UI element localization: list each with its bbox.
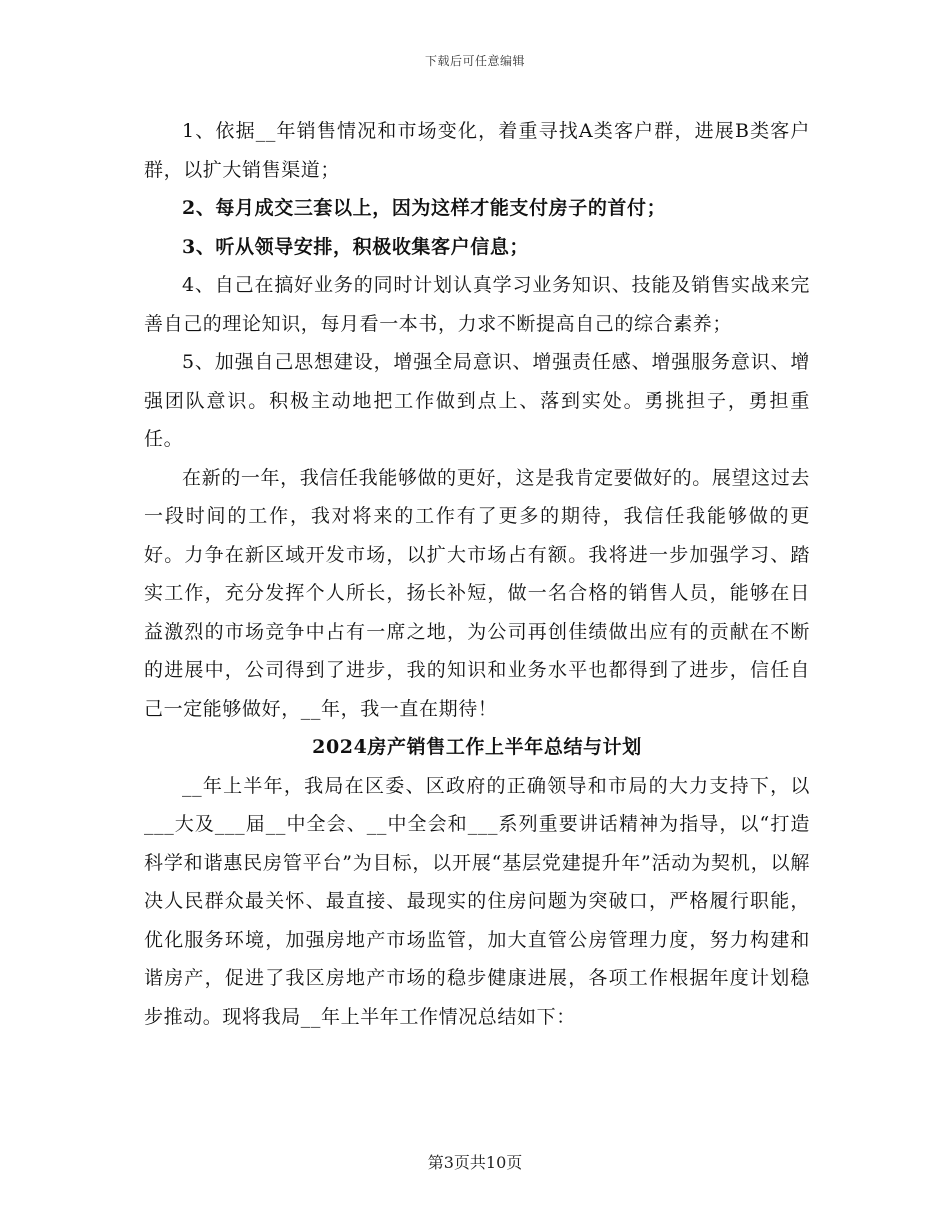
page-number: 第3页共10页 xyxy=(427,1153,523,1172)
paragraph-item-5: 5、加强自己思想建设，增强全局意识、增强责任感、增强服务意识、增强团队意识。积极主动地把工作做到点上、落到实处。勇挑担子，勇担重任。 xyxy=(144,351,810,450)
paragraph-item-4: 4、自己在搞好业务的同时计划认真学习业务知识、技能及销售实战来完善自己的理论知识，每月看一本书，力求不断提高自己的综合素养； xyxy=(144,274,810,335)
paragraph-item-3: 3、听从领导安排，积极收集客户信息； xyxy=(182,235,530,258)
paragraph-item-2: 2、每月成交三套以上，因为这样才能支付房子的首付； xyxy=(182,197,667,219)
closing-paragraph: 在新的一年，我信任我能够做的更好，这是我肯定要做好的。展望这过去一段时间的工作，我对将来的工作有了更多的期待，我信任我能够做的更好。力争在新区域开发市场，以扩大市场占有额。我将进一步加强学习、踏实工作，充分发挥个人所长，扬长补短，做一名合格的销售人员，能够在日益激烈的市场竞争中占有一席之地，为公司再创佳绩做出应有的贡献在不断的进展中，公司得到了进步，我的知识和业务水平也都得到了进步，信任自己一定能够做好，__年，我一直在期待！ xyxy=(144,466,810,720)
section-paragraph: __年上半年，我局在区委、区政府的正确领导和市局的大力支持下，以___大及___届__中全会、__中全会和___系列重要讲话精神为指导，以“打造科学和谐惠民房管平台”为目标，以开展“基层党建提升年”活动为契机，以解决人民群众最关怀、最直接、最现实的住房问题为突破口，严格履行职能，优化服务环境，加强房地产市场监管，加大直管公房管理力度，努力构建和谐房产，促进了我区房地产市场的稳步健康进展，各项工作根据年度计划稳步推动。现将我局__年上半年工作情况总结如下： xyxy=(144,774,810,1028)
page-header: 下载后可任意编辑 xyxy=(424,54,525,68)
section-title: 2024房产销售工作上半年总结与计划 xyxy=(312,736,642,758)
paragraph-item-1: 1、依据__年销售情况和市场变化，着重寻找A类客户群，进展B类客户群，以扩大销售渠道； xyxy=(144,120,810,181)
document-body xyxy=(144,112,810,1036)
